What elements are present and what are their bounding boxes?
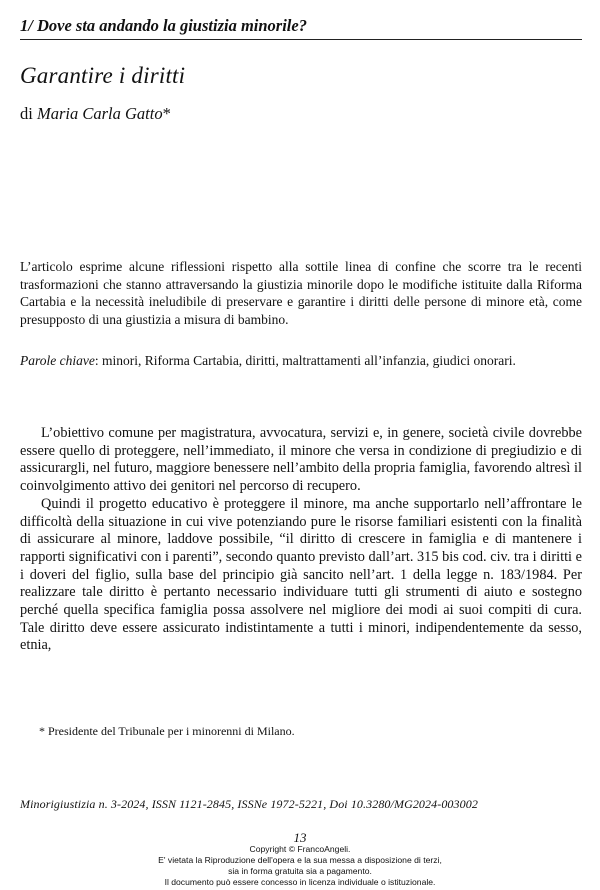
journal-citation: Minorigiustizia n. 3-2024, ISSN 1121-2845, ISSNe 1972-5221, Doi 10.3280/MG2024-003002: [20, 797, 478, 811]
abstract: L’articolo esprime alcune riflessioni rispetto alla sottile linea di confine che scorre tra le recenti trasformazioni che stanno attraversando la giustizia minorile dopo le modifiche istituite dalla Riforma Cartabia e la necessità ineludibile di preservare e garantire i diritti delle persone di minore età, come presupposto di una giustizia a misura di bambino.: [20, 259, 582, 327]
section-header: 1/ Dove sta andando la giustizia minorile?: [20, 16, 582, 40]
body-paragraph: L’obiettivo comune per magistratura, avvocatura, servizi e, in genere, società civile dovrebbe essere quello di proteggere, nell’immediato, il minore che versa in condizione di pregiudizio e di assicurargli, nel futuro, maggiore benessere nell’ambito della propria famiglia, favorendo altresì il coinvolgimento attivo dei genitori nel percorso di recupero.: [20, 425, 582, 495]
author-name: Maria Carla Gatto: [36, 104, 163, 123]
author-footnote-mark: *: [162, 104, 171, 123]
keywords: [20, 352, 582, 370]
copyright-notice: [0, 844, 600, 888]
body-paragraph: Quindi il progetto educativo è proteggere il minore, ma anche supportarlo nell’affrontare le difficoltà della situazione in cui vive potenziando pure le risorse familiari esistenti con la finalità di assicurare al minore, laddove possibile, “il diritto di crescere in famiglia e di mantenere i rapporti significativi con i parenti”, secondo quanto previsto dall’art. 315 bis cod. civ. tra i diritti e i doveri del figlio, sulla base del principio già sancito nell’art. 1 della legge n. 183/1984. Per realizzare tale diritto è pertanto necessario individuare tutti gli strumenti di aiuto e sostegno perché quella specifica famiglia possa assolvere nel migliore dei modi ai suoi compiti di cura. Tale diritto deve essere assicurato indistintamente a tutti i minori, indipendentemente da sesso, etnia,: [20, 495, 582, 654]
body-text: [20, 425, 582, 655]
copyright-line: Il documento può essere concesso in licenza individuale o istituzionale.: [164, 877, 436, 887]
page-number: 13: [293, 830, 307, 845]
copyright-line: E' vietata la Riproduzione dell'opera e la sua messa a disposizione di terzi,: [158, 855, 442, 865]
keywords-list: : minori, Riforma Cartabia, diritti, maltrattamenti all’infanzia, giudici onorari.: [94, 353, 516, 368]
article-title: Garantire i diritti: [20, 63, 186, 88]
byline-prefix: di: [20, 104, 37, 123]
copyright-line: Copyright © FrancoAngeli.: [249, 844, 351, 854]
byline: [20, 104, 171, 124]
keywords-label: Parole chiave: [20, 353, 95, 368]
author-footnote: * Presidente del Tribunale per i minorenni di Milano.: [39, 724, 295, 738]
copyright-line: sia in forma gratuita sia a pagamento.: [228, 866, 372, 876]
